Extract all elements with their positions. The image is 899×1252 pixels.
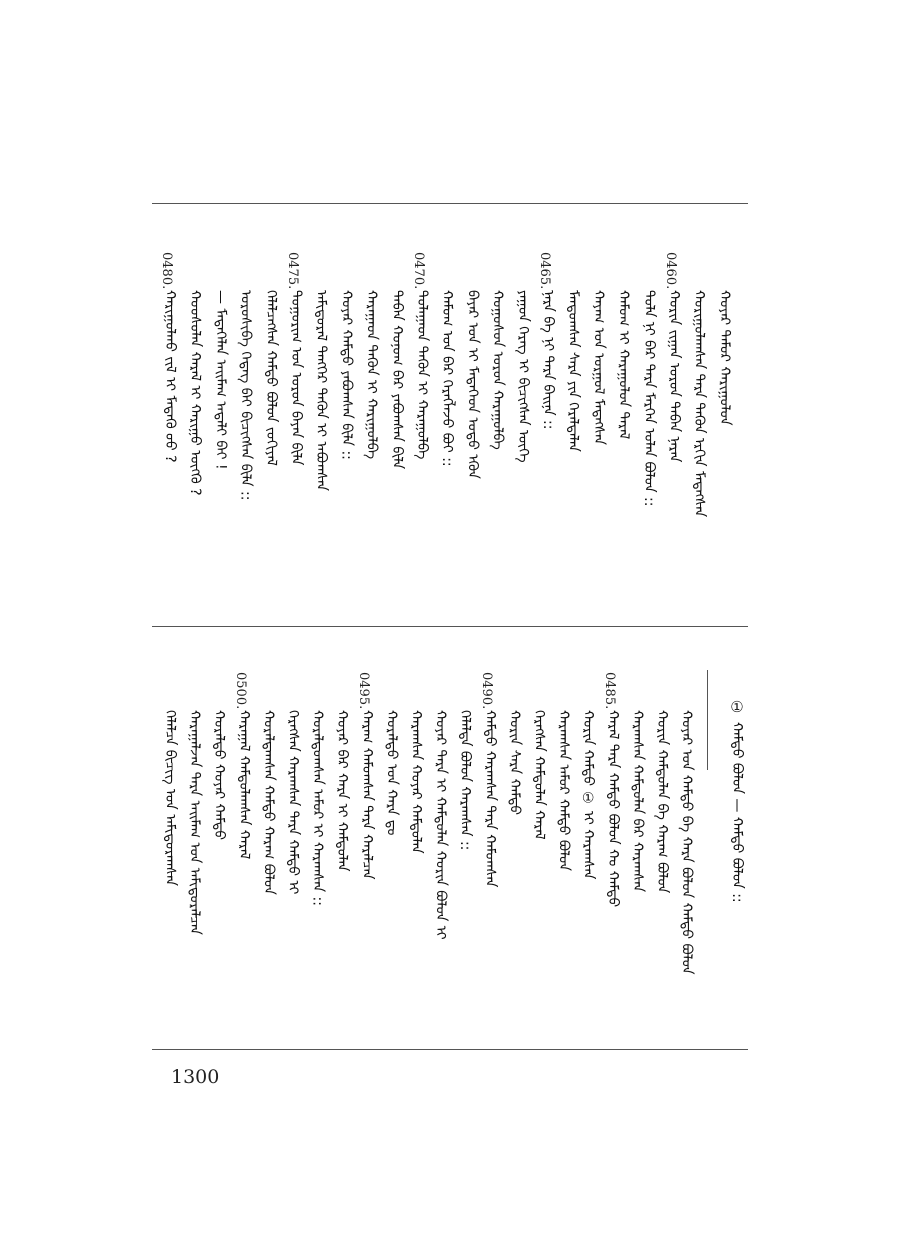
text-line: ᠠᠮᠢᠳᠤᠷᠠᠯ ᠲᠡᠩᠭᠡᠷ ᠲᠡᠭᠦᠨ ᠢ ᠠᠪᠤᠭᠰᠠᠨ xyxy=(313,290,330,491)
line-number: 0485. xyxy=(601,672,617,710)
footnote-rule xyxy=(707,670,708,770)
text-line: ᠲᠤᠯᠠ ᠨᠢ ᠪᠠᠷ ᠲᠡᠷᠡ ᠮᠡᠷᠭᠡᠨ ᠣᠯᠠᠨ ᠪᠣᠯᠤᠨ :: xyxy=(640,290,657,507)
middle-rule xyxy=(152,626,748,627)
text-line: ᠬᠠᠷᠢᠭᠤᠯᠬᠤ ᠵᠢᠯ ᠢ ᠮᠡᠳᠡᠬᠦ ᠦᠦ ? xyxy=(162,290,178,463)
text-line: ᠬᠠᠷᠠᠭᠠᠳ ᠲᠡᠭᠦᠨ ᠢ ᠬᠠᠷᠢᠭᠤᠯᠪᠠ xyxy=(363,290,380,460)
text-line: ᠶᠠᠭᠤᠨ ᠬᠡᠷᠡᠭ ᠢ ᠪᠢᠴᠢᠭᠰᠡᠨ ᠦᠭᠡ xyxy=(514,290,531,463)
text-line: ᠬᠠᠷᠠᠯ ᠲᠡᠷᠡ ᠬᠠᠮᠲᠤ ᠪᠣᠯᠤᠨ ᠬᠤ ᠬᠠᠮᠲᠤ xyxy=(604,710,621,908)
text-line: ᠲᠠᠪᠠᠨ ᠬᠣᠨᠤᠭ ᠪᠠᠷ ᠶᠠᠪᠤᠭᠰᠠᠨ ᠪᠢᠯᠡ xyxy=(388,290,405,470)
text-line: ᠮᠠᠨᠳᠤᠭᠰᠠᠨ ᠰᠠᠷᠠ ᠶᠢᠨ ᠭᠡᠷᠡᠯᠲᠡᠯᠡᠨ xyxy=(565,290,582,452)
text-line: ᠬᠣᠷᠢᠭᠤᠯᠠᠭᠰᠠᠨ ᠲᠡᠷᠡ ᠲᠡᠭᠦᠨ ᠡᠷᠭᠢᠨ ᠮᠡᠳᠡᠭᠰᠡᠨ xyxy=(691,290,708,518)
text-line: ᠬᠠᠷᠠᠭᠰᠠᠨ ᠬᠠᠮᠲᠤᠯᠠᠨ ᠪᠠᠷ ᠬᠠᠷᠠᠭᠰᠠᠨ xyxy=(629,710,646,893)
text-line: — ᠮᠡᠳᠡᠭᠡᠯᠡᠨ ᠠᠢᠮᠠᠭ ᠠᠳᠠᠯᠢ ᠪᠠᠢ ! xyxy=(212,290,229,470)
text-line: ᠬᠤᠷᠠᠯᠳᠤ ᠬᠣᠶᠠᠷ ᠬᠠᠮᠲᠤ xyxy=(211,710,228,840)
text-line: ᠬᠠᠷᠠᠭᠰᠠᠨ ᠬᠣᠶᠠᠷ ᠬᠠᠮᠲᠤᠯᠠᠨ xyxy=(408,710,424,854)
text-line: ᠬᠣᠷᠢᠨ ᠬᠠᠮᠲᠤ ① ᠢ ᠬᠠᠷᠠᠭᠰᠠᠨ xyxy=(580,710,597,880)
text-line: ᠬᠠᠮᠤᠭ ᠢ ᠬᠠᠷᠠᠭᠤᠯᠤᠨ ᠲᠡᠷᠡᠯ xyxy=(615,290,632,440)
text-line: ᠬᠡᠯᠡᠯᠲᠡ ᠪᠣᠯᠤᠨ ᠬᠠᠷᠠᠭᠰᠠᠨ :: xyxy=(457,710,474,851)
text-line: ᠬᠣᠷᠢᠨ ᠬᠠᠮᠲᠤᠯᠠᠨ ᠪᠡ ᠬᠠᠷᠠᠭ ᠪᠣᠯᠤᠨ xyxy=(654,710,670,894)
text-line: ᠬᠣᠶᠠᠷ ᠪᠠᠷ ᠬᠠᠷᠠ ᠢ ᠬᠠᠮᠲᠤᠯᠠᠨ xyxy=(334,710,351,872)
text-line: ᠣᠷᠣᠰᠢᠪᠠ ᠭᠡᠳᠡᠭ ᠪᠠᠢ ᠪᠢᠴᠢᠭᠰᠡᠨ ᠪᠢᠯᠡ :: xyxy=(237,290,254,501)
footnote-text: ᠬᠠᠮᠲᠤ ᠪᠣᠯᠤᠨ — ᠬᠠᠮᠲᠤ ᠪᠣᠯᠤᠨ :: xyxy=(729,722,745,903)
text-line: ᠬᠣᠶᠠᠷ ᠤᠨ ᠬᠠᠮᠲᠤ ᠪᠡ ᠬᠠᠷᠠ ᠪᠣᠯᠤᠨ ᠬᠠᠮᠲᠤ ᠪᠣᠯᠤᠨ xyxy=(678,710,695,975)
top-rule xyxy=(152,203,748,204)
text-line: ᠲᠤᠯᠠᠭᠠᠳ ᠲᠡᠭᠦᠨ ᠢ ᠬᠠᠷᠠᠭᠤᠯᠪᠠ xyxy=(414,290,430,460)
text-line: ᠬᠠᠮᠲᠤ ᠬᠠᠷᠠᠭᠰᠠᠨ ᠲᠡᠷᠡ ᠬᠠᠮᠤᠭᠰᠠᠨ xyxy=(481,710,498,888)
text-line: ᠬᠡᠷᠡᠭᠰᠡᠨ ᠬᠠᠮᠲᠤᠯᠠᠨ ᠬᠠᠷᠠᠯ xyxy=(531,710,547,840)
text-line: ᠬᠠᠷᠠᠭᠰᠠᠨ ᠠᠮᠤᠷ ᠬᠠᠮᠲᠤ ᠪᠣᠯᠤᠨ xyxy=(555,710,572,871)
text-line: ᠬᠤᠷᠠᠯᠳᠤ ᠤᠨ ᠬᠠᠷᠠ ᠳᠤ xyxy=(383,710,400,836)
text-line: ᠬᠤᠷᠠᠯᠳᠤᠭᠰᠠᠨ ᠠᠮᠤᠷ ᠢ ᠬᠠᠷᠠᠭᠰᠠᠨ :: xyxy=(309,710,326,906)
text-line: ᠬᠡᠷᠡᠭᠰᠡᠨ ᠬᠠᠷᠠᠭᠰᠠᠨ ᠲᠡᠷᠡ ᠬᠠᠮᠲᠤ ᠢ xyxy=(285,710,301,895)
text-line: ᠬᠤᠷᠠᠯᠳᠠᠭᠰᠠᠨ ᠬᠠᠮᠲᠤ ᠬᠠᠷᠠᠭ ᠪᠣᠯᠤᠨ xyxy=(260,710,277,895)
page-number: 1300 xyxy=(171,1066,220,1088)
text-line: ᠨᠡᠷᠡ ᠪᠡ ᠨᠢ ᠲᠡᠷᠡ ᠪᠠᠢᠨᠠ :: xyxy=(540,290,556,430)
line-number: 0495. xyxy=(355,672,371,710)
line-number: 0490. xyxy=(478,672,494,710)
text-line: ᠬᠠᠮᠤᠭ ᠤᠨ ᠪᠠᠷ ᠬᠡᠷᠡᠭᠯᠡᠵᠦ ᠪᠤᠢ :: xyxy=(439,290,456,467)
text-line: ᠬᠠᠶᠠᠭ ᠤᠨ ᠤᠷᠭᠤᠯ ᠮᠡᠳᠡᠭᠰᠡᠨ xyxy=(590,290,607,445)
text-line: ᠲᠤᠭᠤᠷᠢᠭ ᠤᠨ ᠣᠷᠣᠨ ᠪᠠᠶᠠᠨ ᠪᠢᠯᠡ xyxy=(288,290,304,466)
text-line: ᠬᠠᠷᠠᠭᠠᠯ ᠬᠠᠮᠲᠤᠯᠠᠭᠰᠠᠨ ᠬᠠᠷᠠᠯ xyxy=(235,710,252,860)
text-line: ᠬᠣᠶᠠᠷ ᠬᠠᠮᠲᠤ ᠶᠠᠪᠤᠭᠰᠠᠨ ᠪᠢᠯᠡ :: xyxy=(338,290,355,460)
line-number: 0460. xyxy=(663,252,678,290)
line-number: 0470. xyxy=(411,252,426,290)
line-number: 0480. xyxy=(159,252,174,290)
text-line: ᠬᠡᠯᠡᠯᠴᠡᠭᠰᠡᠨ ᠬᠠᠮᠲᠤ ᠪᠤᠯᠤᠨ ᠵᠣᠬᠢᠶᠠᠯ xyxy=(262,290,279,466)
text-line: ᠬᠣᠶᠠᠷ ᠲᠡᠷᠡ ᠢ ᠬᠠᠮᠲᠤᠯᠠᠨ ᠬᠣᠷᠢᠨ ᠪᠣᠯᠤᠨ ᠢ xyxy=(432,710,449,940)
line-number: 0500. xyxy=(232,672,248,710)
line-number: 0465. xyxy=(537,252,552,290)
text-line: ᠪᠠᠶᠠᠷ ᠤᠨ ᠢ ᠮᠡᠳᠡᠭᠡᠳ ᠣᠳᠣ ᠡᠭᠦᠨ xyxy=(464,290,481,479)
text-line: ᠬᠤᠤᠰᠤᠯᠠᠨ ᠬᠠᠷᠠᠯ ᠢ ᠬᠠᠷᠢᠭᠤ ᠦᠭᠭᠦ ? xyxy=(187,290,204,496)
text-line: ᠬᠡᠯᠡᠯᠴᠡ ᠪᠢᠴᠢᠭ ᠤᠨ ᠠᠮᠢᠳᠤᠷᠠᠭᠰᠠᠨ xyxy=(162,710,178,886)
text-line: ᠬᠣᠶᠠᠷ ᠲᠡᠮᠦᠷ ᠬᠠᠷᠢᠭᠤᠯᠤᠨ xyxy=(716,290,733,426)
text-line: ᠬᠣᠷᠢᠨ ᠰᠠᠷᠠ ᠬᠠᠮᠲᠤ xyxy=(506,710,523,816)
line-number: 0475. xyxy=(285,252,300,290)
text-line: ᠬᠣᠭᠣᠰᠤᠨ ᠣᠷᠣᠨ ᠬᠠᠷᠠᠭᠤᠯᠪᠠ xyxy=(489,290,506,450)
text-line: ᠬᠣᠷᠢᠨ ᠵᠢᠭᠠᠨ ᠣᠷᠣᠨ ᠲᠠᠪᠠᠨ ᠨᠠᠷᠠᠨ xyxy=(666,290,682,463)
footnote-marker: ① xyxy=(728,698,746,716)
bottom-rule xyxy=(152,1049,748,1050)
text-line: ᠬᠠᠷᠠᠭᠠᠯᠵᠠᠨ ᠲᠡᠷᠡ ᠠᠢᠮᠠᠭ ᠤᠨ ᠠᠮᠢᠳᠤᠷᠠᠯᠴᠠᠨ xyxy=(186,710,203,935)
text-line: ᠬᠠᠷᠠᠭ ᠬᠠᠮᠤᠭᠰᠠᠨ ᠲᠡᠷᠡ ᠬᠠᠷᠠᠯᠴᠠᠨ xyxy=(358,710,375,880)
